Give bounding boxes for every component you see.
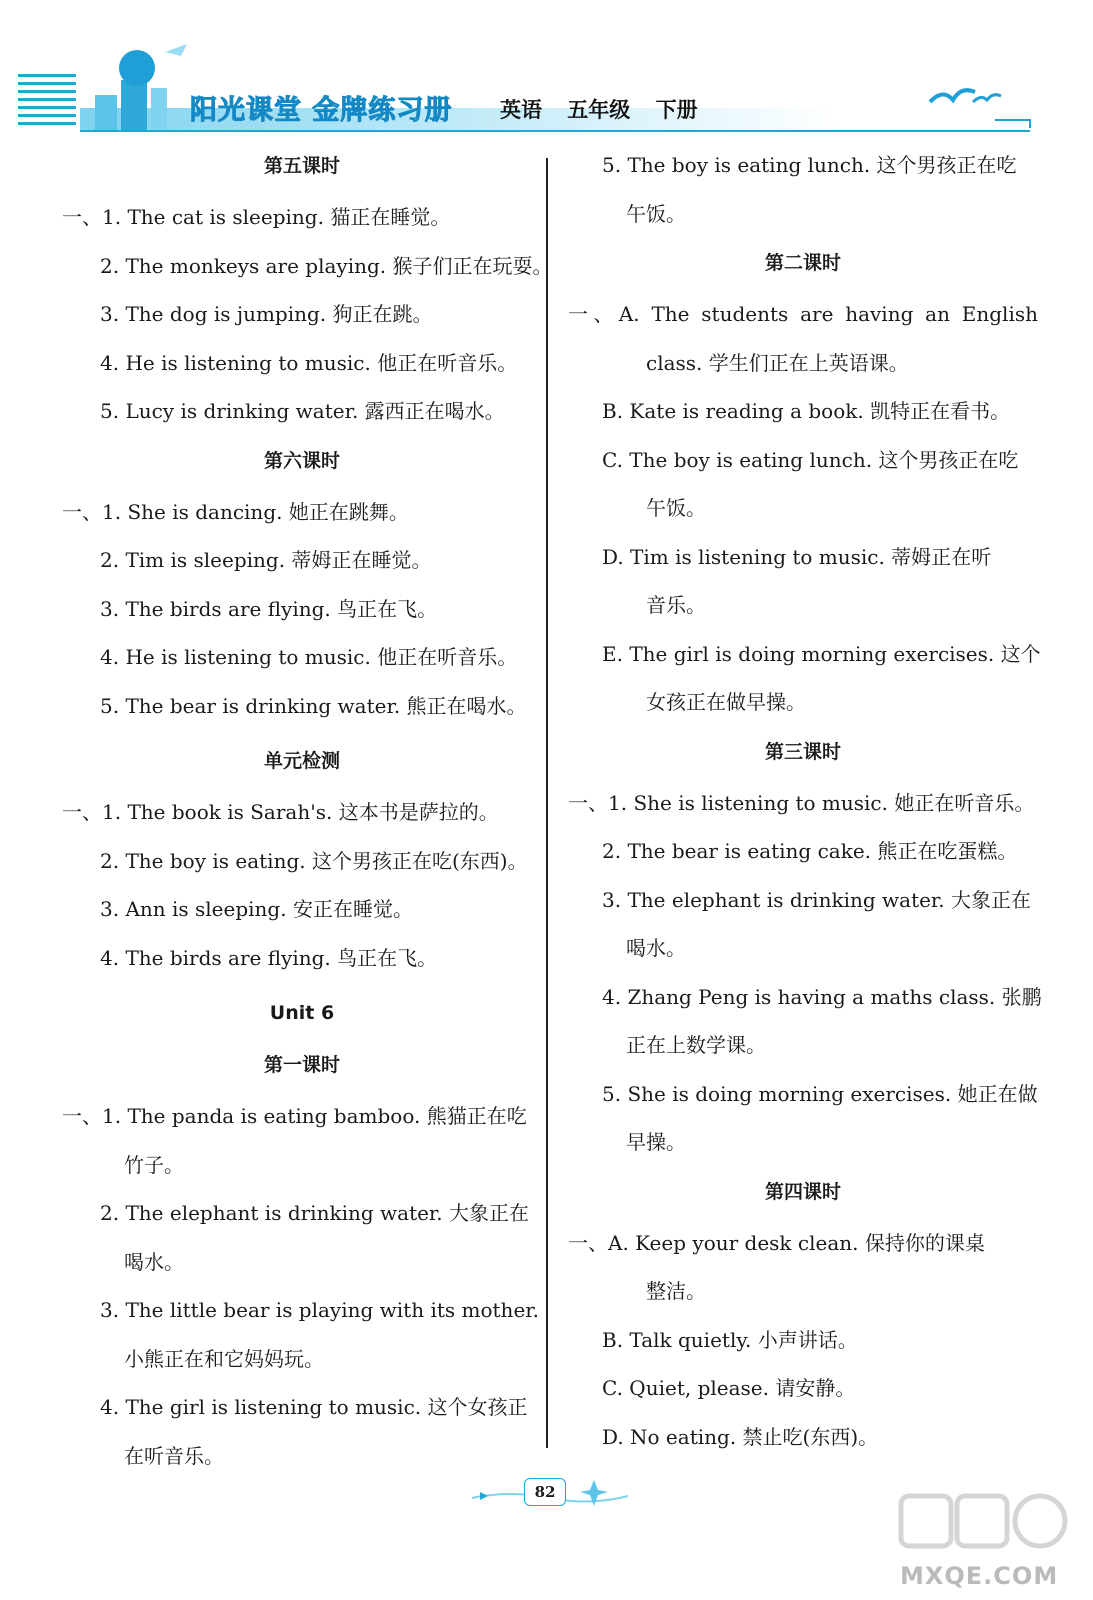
page-header: [0, 0, 1093, 140]
answer-line: 3. Ann is sleeping. 安正在睡觉。: [100, 897, 413, 921]
column-divider: [546, 158, 548, 1448]
section-heading: 第三课时: [764, 740, 841, 763]
section-heading: 第一课时: [263, 1054, 340, 1076]
answer-line-continued: 整洁。: [646, 1279, 706, 1303]
answer-line-continued: 正在上数学课。: [626, 1033, 766, 1057]
section-heading: 第六课时: [263, 449, 340, 472]
answer-line-continued: 竹子。: [124, 1152, 184, 1177]
answer-line-continued: 在听音乐。: [124, 1443, 224, 1468]
answer-line-continued: 喝水。: [626, 936, 686, 960]
answer-line: 4. Zhang Peng is having a maths class. 张鹏: [602, 984, 1042, 1009]
answer-line: 一、A. The students are having an English: [568, 302, 1038, 326]
answer-line-continued: 早操。: [626, 1130, 686, 1154]
answer-line: 4. The girl is listening to music. 这个女孩正: [100, 1395, 528, 1419]
answer-line: 2. The elephant is drinking water. 大象正在: [100, 1201, 530, 1225]
series-title: 阳光课堂 金牌练习册: [190, 95, 453, 126]
answer-line: 2. Tim is sleeping. 蒂姆正在睡觉。: [100, 548, 432, 572]
answer-line: 一、1. The cat is sleeping. 猫正在睡觉。: [62, 205, 451, 229]
answer-line: 3. The dog is jumping. 狗正在跳。: [100, 302, 433, 326]
answer-line-continued: 午饭。: [646, 496, 706, 520]
section-heading: 第五课时: [263, 155, 340, 177]
answer-line: 2. The monkeys are playing. 猴子们正在玩耍。: [100, 253, 553, 278]
answer-line: B. Kate is reading a book. 凯特正在看书。: [602, 399, 1011, 423]
birds-icon: [925, 80, 1035, 130]
answer-line-continued: 小熊正在和它妈妈玩。: [124, 1346, 324, 1371]
answer-line: 3. The elephant is drinking water. 大象正在: [602, 887, 1032, 912]
header-illustration-icon: [95, 40, 205, 130]
answer-line: 一、1. She is listening to music. 她正在听音乐。: [568, 790, 1035, 815]
answer-line: 4. The birds are flying. 鸟正在飞。: [100, 945, 438, 970]
answer-line: 2. The bear is eating cake. 熊正在吃蛋糕。: [602, 839, 1018, 863]
answer-line: C. Quiet, please. 请安静。: [602, 1376, 856, 1400]
right-column: [568, 148, 1042, 1468]
section-heading: 第四课时: [764, 1180, 841, 1203]
answer-line: 5. The boy is eating lunch. 这个男孩正在吃: [602, 153, 1017, 177]
answer-line: 2. The boy is eating. 这个男孩正在吃(东西)。: [100, 848, 528, 873]
answer-line: 一、A. Keep your desk clean. 保持你的课桌: [568, 1230, 985, 1255]
answer-line: 4. He is listening to music. 他正在听音乐。: [100, 645, 518, 669]
header-stripes: [18, 74, 76, 130]
section-heading: 第二课时: [764, 252, 841, 274]
watermark-text: MXQE.COM: [900, 1562, 1059, 1590]
section-heading: 单元检测: [263, 750, 340, 772]
unit-heading: Unit 6: [269, 1002, 335, 1024]
answer-line: B. Talk quietly. 小声讲话。: [602, 1327, 858, 1352]
answer-line: 5. The bear is drinking water. 熊正在喝水。: [100, 693, 527, 718]
answer-line: 4. He is listening to music. 他正在听音乐。: [100, 350, 518, 375]
answer-line-continued: 喝水。: [124, 1249, 184, 1274]
answer-line: 一、1. The book is Sarah's. 这本书是萨拉的。: [62, 800, 499, 824]
subject-grade-label: 英语 五年级 下册: [500, 98, 698, 122]
answer-line: C. The boy is eating lunch. 这个男孩正在吃: [602, 447, 1019, 472]
page-number: 82: [524, 1478, 566, 1506]
answer-line: D. Tim is listening to music. 蒂姆正在听: [602, 544, 992, 569]
answer-line: E. The girl is doing morning exercises. 这个: [602, 641, 1041, 666]
answer-line-continued: 音乐。: [646, 593, 706, 617]
answer-line: 一、1. The panda is eating bamboo. 熊猫正在吃: [62, 1104, 527, 1128]
answer-line: 一、1. She is dancing. 她正在跳舞。: [62, 499, 409, 524]
answer-line-continued: 女孩正在做早操。: [646, 690, 806, 714]
left-column: [62, 148, 553, 1487]
answer-line: 5. She is doing morning exercises. 她正在做: [602, 1081, 1038, 1106]
answer-line-continued: 午饭。: [626, 201, 686, 226]
answer-line: 3. The little bear is playing with its mother.: [100, 1298, 539, 1322]
answer-line: D. No eating. 禁止吃(东西)。: [602, 1424, 879, 1449]
answer-line-continued: class. 学生们正在上英语课。: [646, 350, 909, 375]
answer-line: 3. The birds are flying. 鸟正在飞。: [100, 596, 438, 621]
answer-line: 5. Lucy is drinking water. 露西正在喝水。: [100, 399, 505, 423]
